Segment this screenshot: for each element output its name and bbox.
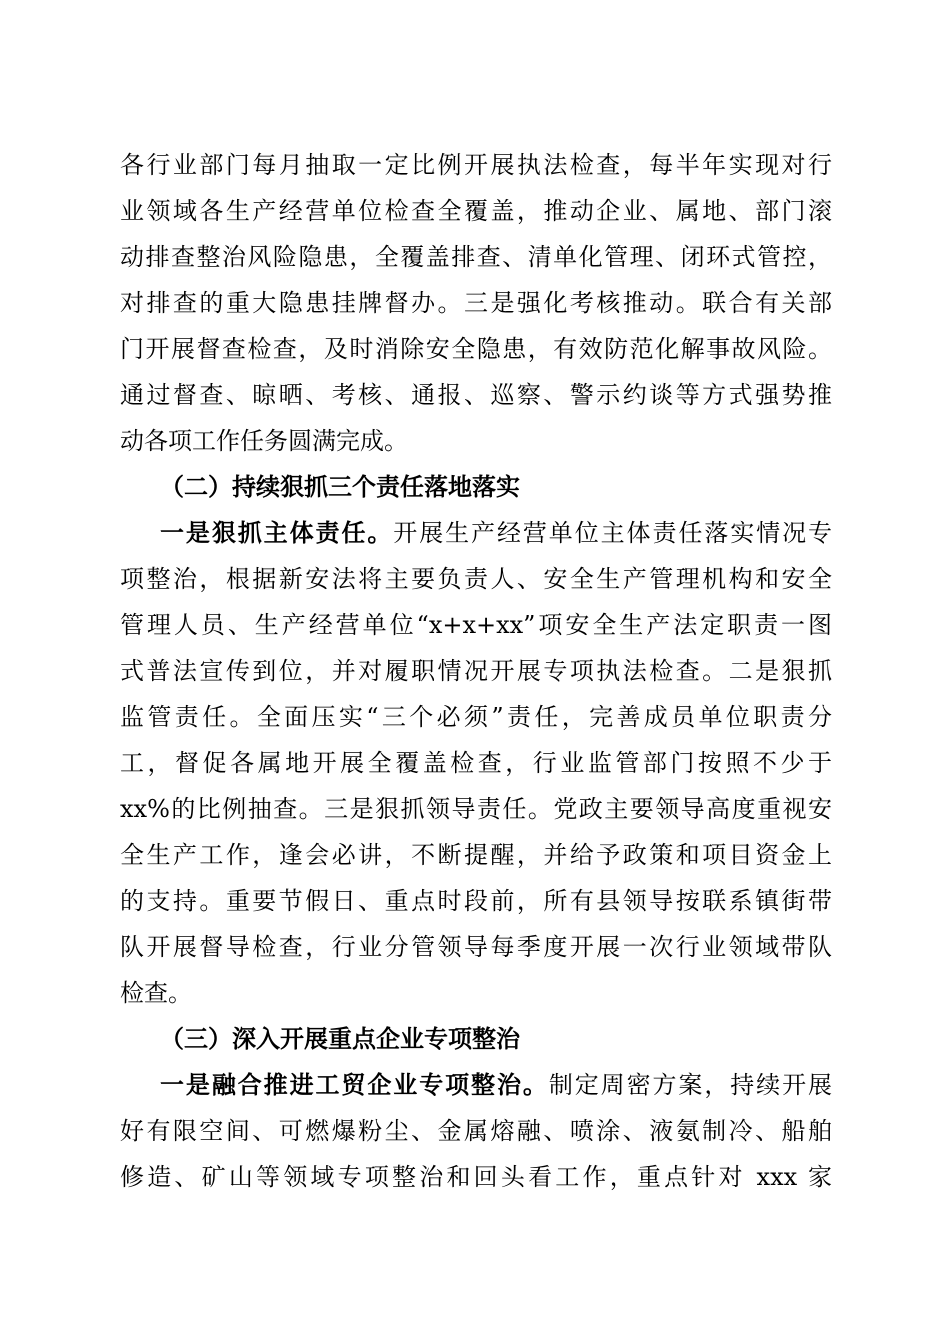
text-line: 对排查的重大隐患挂牌督办。三是强化考核推动。联合有关部	[120, 289, 832, 317]
text-line: 门开展督查检查，及时消除安全隐患，有效防范化解事故风险。	[120, 335, 832, 363]
document-page	[120, 142, 832, 1200]
text-line	[120, 1062, 832, 1108]
text-line: 检查。	[120, 979, 192, 1007]
section-paragraph	[120, 510, 832, 1016]
text-line: 的支持。重要节假日、重点时段前，所有县领导按联系镇街带	[120, 887, 832, 915]
text-line: 动各项工作任务圆满完成。	[120, 427, 408, 455]
text-line: 全生产工作，逢会必讲，不断提醒，并给予政策和项目资金上	[120, 841, 832, 869]
text-fragment: 开展生产经营单位主体责任落实情况专	[393, 519, 832, 547]
section-heading: （三）深入开展重点企业专项整治	[160, 1025, 520, 1053]
section-paragraph	[120, 1062, 832, 1200]
text-line: 工，督促各属地开展全覆盖检查，行业监管部门按照不少于	[120, 749, 832, 777]
text-fragment: 制定周密方案，持续开展	[548, 1071, 833, 1099]
text-line: 动排查整治风险隐患，全覆盖排查、清单化管理、闭环式管控，	[120, 243, 832, 271]
text-line: 式普法宣传到位，并对履职情况开展专项执法检查。二是狠抓	[120, 657, 832, 685]
lead-phrase: 一是狠抓主体责任。	[160, 519, 394, 547]
text-line: xx%的比例抽查。三是狠抓领导责任。党政主要领导高度重视安	[120, 795, 832, 823]
text-line: 各行业部门每月抽取一定比例开展执法检查，每半年实现对行	[120, 151, 832, 179]
intro-paragraph	[120, 142, 832, 464]
text-line	[120, 510, 832, 556]
section-heading: （二）持续狠抓三个责任落地落实	[160, 473, 520, 501]
text-line: 修造、矿山等领域专项整治和回头看工作，重点针对 xxx 家	[120, 1163, 832, 1191]
lead-phrase: 一是融合推进工贸企业专项整治。	[160, 1071, 549, 1099]
text-line: 通过督查、晾晒、考核、通报、巡察、警示约谈等方式强势推	[120, 381, 832, 409]
text-line: 项整治，根据新安法将主要负责人、安全生产管理机构和安全	[120, 565, 832, 593]
text-line: 队开展督导检查，行业分管领导每季度开展一次行业领域带队	[120, 933, 832, 961]
text-line: 业领域各生产经营单位检查全覆盖，推动企业、属地、部门滚	[120, 197, 832, 225]
text-line: 管理人员、生产经营单位“x+x+xx”项安全生产法定职责一图	[120, 611, 832, 639]
text-line: 监管责任。全面压实“三个必须”责任，完善成员单位职责分	[120, 703, 832, 731]
text-line: 好有限空间、可燃爆粉尘、金属熔融、喷涂、液氨制冷、船舶	[120, 1117, 832, 1145]
